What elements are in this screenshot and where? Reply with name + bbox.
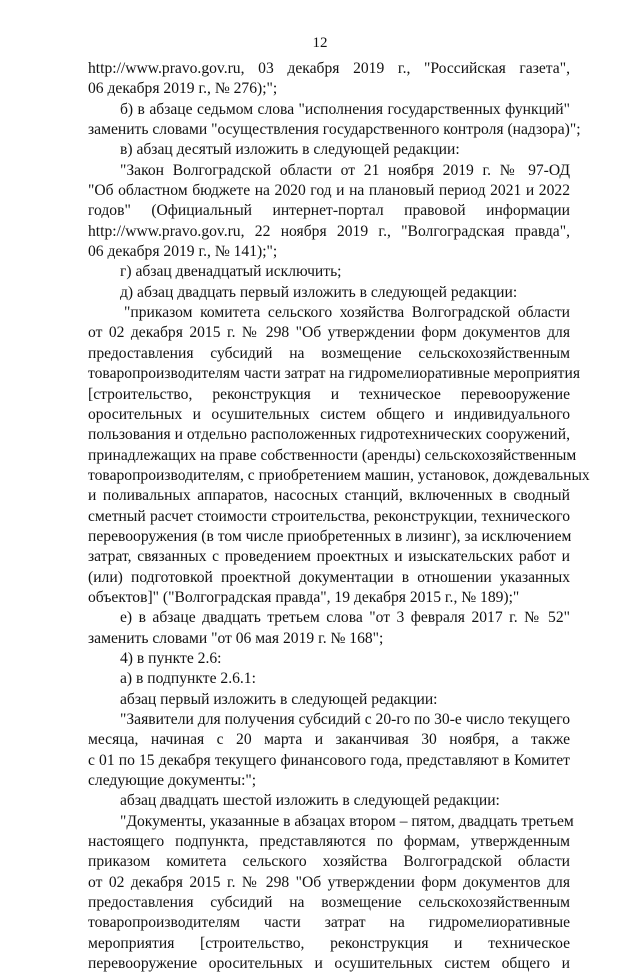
text-line: мероприятия [строительство, реконструкция и техническое (88, 934, 570, 952)
text-line: б) в абзаце седьмом слова "исполнения государственных функций" (120, 100, 570, 118)
text-line: следующие документы:"; (88, 772, 257, 790)
text-line: от 02 декабря 2015 г. № 298 "Об утверждении форм документов для (88, 873, 570, 891)
text-line: "Об областном бюджете на 2020 год и на плановый период 2021 и 2022 (88, 182, 570, 200)
text-line: заменить словами "осуществления государственного контроля (надзора)"; (88, 121, 581, 139)
text-line: месяца, начиная с 20 марта и заканчивая 30 ноября, а также (88, 731, 570, 749)
text-line: 06 декабря 2019 г., № 276);"; (88, 80, 278, 98)
text-line: настоящего подпункта, представляются по формам, утвержденным (88, 833, 570, 851)
text-line: товаропроизводителям части затрат на гидромелиоративные мероприятия (88, 365, 581, 383)
text-line: "Заявители для получения субсидий с 20-го по 30-е число текущего (120, 711, 570, 728)
text-line: перевооружения (в том числе приобретенных в лизинг), за исключением (88, 527, 572, 545)
text-line: от 02 декабря 2015 г. № 298 "Об утверждении форм документов для (88, 324, 570, 342)
text-line: д) абзац двадцать первый изложить в следующей редакции: (120, 283, 518, 301)
text-line: товаропроизводителям части затрат на гидромелиоративные (88, 914, 570, 932)
text-line: заменить словами "от 06 мая 2019 г. № 168"; (88, 629, 384, 647)
text-line: (или) подготовкой проектной документации в отношении указанных (88, 568, 570, 586)
text-line: годов" (Официальный интернет-портал правовой информации (88, 202, 570, 220)
text-line: а) в подпункте 2.6.1: (120, 670, 256, 688)
text-line: в) абзац десятый изложить в следующей редакции: (120, 141, 460, 159)
text-line: "приказом комитета сельского хозяйства Волгоградской области (124, 304, 570, 322)
text-line: предоставления субсидий на возмещение сельскохозяйственным (88, 894, 570, 912)
text-line: перевооружение оросительных и осушительных систем общего и (88, 955, 570, 973)
text-line: предоставления субсидий на возмещение сельскохозяйственным (88, 344, 570, 362)
text-line: "Документы, указанные в абзацах втором – пятом, двадцать третьем (120, 812, 574, 830)
text-line: затрат, связанных с проведением проектных и изыскательских работ и (88, 548, 570, 566)
text-line: [строительство, реконструкция и техническое перевооружение (88, 385, 570, 403)
text-line: 06 декабря 2019 г., № 141);"; (88, 243, 278, 261)
text-line: сметный расчет стоимости строительства, реконструкции, технического (88, 507, 570, 525)
text-line: с 01 по 15 декабря текущего финансового года, представляют в Комитет (88, 751, 570, 769)
text-line: http://www.pravo.gov.ru, 03 декабря 2019 г., "Российская газета", (88, 60, 570, 77)
text-line: г) абзац двенадцатый исключить; (120, 263, 342, 281)
text-line: "Закон Волгоградской области от 21 ноября 2019 г. № 97-ОД (120, 161, 570, 179)
text-line: принадлежащих на праве собственности (аренды) сельскохозяйственным (88, 446, 577, 464)
text-line: товаропроизводителям, с приобретением машин, установок, дождевальных (88, 466, 590, 484)
text-line: абзац первый изложить в следующей редакции: (120, 690, 438, 708)
page-number: 12 (312, 35, 328, 51)
document-body (88, 59, 590, 974)
text-line: 4) в пункте 2.6: (120, 649, 222, 667)
text-line: пользования и отдельно расположенных гидротехнических сооружений, (88, 426, 570, 444)
text-line: http://www.pravo.gov.ru, 22 ноября 2019 г., "Волгоградская правда", (88, 222, 570, 240)
text-line: оросительных и осушительных систем общего и индивидуального (88, 405, 570, 423)
text-line: приказом комитета сельского хозяйства Волгоградской области (88, 853, 570, 871)
text-line: объектов]" ("Волгоградская правда", 19 декабря 2015 г., № 189);" (88, 588, 520, 606)
text-line: е) в абзаце двадцать третьем слова "от 3 февраля 2017 г. № 52" (120, 609, 570, 627)
text-line: и поливальных аппаратов, насосных станций, включенных в сводный (88, 487, 570, 505)
text-line: абзац двадцать шестой изложить в следующей редакции: (120, 792, 500, 810)
